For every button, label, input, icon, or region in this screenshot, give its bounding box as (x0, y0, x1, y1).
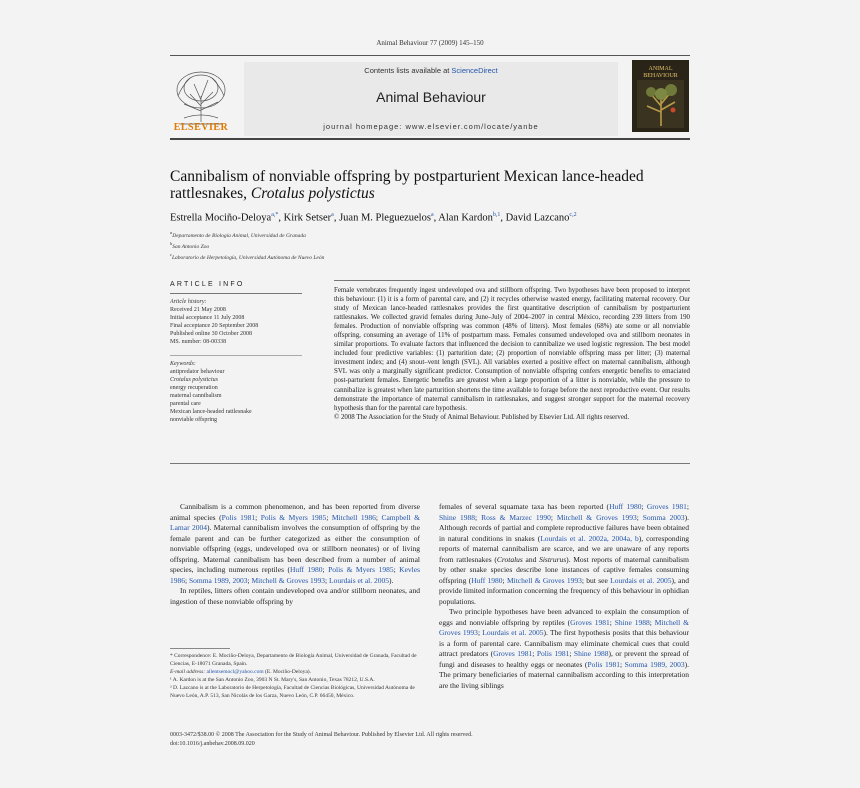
citation-link[interactable]: Groves 1981 (646, 502, 687, 511)
keyword: antipredator behaviour (170, 369, 225, 375)
title-main: Cannibalism of nonviable offspring by postparturient Mexican lance-headed rattlesnakes, (170, 168, 644, 202)
contents-prefix: Contents lists available at (364, 66, 450, 75)
abstract-top-rule (334, 280, 690, 281)
body-text: ), corresponding reports of maternal cannibalism are scarce, and we are unaware of any reports from rattlesnakes ( (439, 533, 689, 564)
body-text: ; (620, 659, 625, 669)
article-info-heading: ARTICLE INFO (170, 281, 245, 288)
footnote-rule (170, 648, 230, 649)
citation-link[interactable]: Mitchell & Groves 1993 (251, 575, 326, 585)
body-paragraph (170, 502, 420, 586)
footnotes (170, 652, 420, 700)
italic-term: Crotalus (496, 554, 523, 564)
citation-link[interactable]: Lourdais et al. 2002a, 2004a, b (540, 533, 639, 543)
body-text: ). The first hypothesis posits that this behaviour is a form of parental care. Cannibalism may eliminate chemical cues that could attract predators ( (439, 628, 689, 658)
issn-line: 0003-3472/$38.00 © 2008 The Association for the Study of Animal Behaviour. Published by Elsevier Ltd. All rights reserved. (170, 732, 473, 738)
citation-link[interactable]: Mitchell & Groves 1993 (556, 512, 637, 522)
body-text: ; but see (581, 575, 611, 585)
body-text: ). Although records of partial and complete reproductive failures have been obtained in natural conditions in snakes ( (439, 512, 689, 543)
elsevier-wordmark: ELSEVIER (173, 122, 229, 133)
citation-link[interactable]: Shine 1988 (573, 649, 609, 658)
email-label: E-mail address: (170, 669, 206, 675)
body-text: ; (532, 649, 537, 658)
citation-link[interactable]: Lourdais et al. 2005 (329, 575, 389, 585)
citation-link[interactable]: Mitchell & Groves 1993 (506, 575, 582, 585)
body-text: Two principle hypotheses have been advanced to explain the consumption of eggs and nonviable offspring by reptiles ( (439, 607, 689, 627)
body-text: ; (609, 617, 615, 627)
journal-cover-image (632, 60, 689, 132)
citation-link[interactable]: Mitchell & Groves 1993 (439, 617, 689, 637)
citation-link[interactable]: Somma 1989, 2003 (188, 575, 248, 585)
history-item: Published online 30 October 2008 (170, 331, 252, 337)
abstract-text: Female vertebrates frequently ingest undeveloped ova and stillborn offspring. Two hypotheses have been proposed to interpret this behaviour: (1) it is a form of parental care, and (2) it recycles otherwise wasted energy, facilitating maternal recovery. Our study of Mexican lance-headed rattlesnakes provides the first quantitative description of cannibalism by postparturient rattlesnakes. We collected gravid females during June–July of 2004–2007 in central México, recording 239 litters from 190 females. Production of nonviable offspring was common (48% of litters). Most females (68%) ate some or all nonviable offspring, consuming an average of 11% of postpartum mass. Females consumed undeveloped ova and stillborn neonates in similar proportions. To evaluate factors that influenced the decision to cannibalize we used logistic regression. The best model included four predictive variables: (1) parturition date; (2) proportion of nonviable offspring mass per litter; (3) maternal investment index; and (4) snout–vent length (SVL). All variables exerted a positive effect on maternal cannibalism, although SVL was only a marginally significant predictor. Consumption of nonviable offspring confers energetic benefits to emaciated post-parturient females. Energetic benefits are greatest when a large proportion of a litter is nonviable, while the pressure to cannibalize is greatest when late parturition shortens the time available to forage before the next reproductive event. Our results demonstrate the importance of maternal cannibalism in rattlesnakes, and suggest stronger support for the maternal recovery hypothesis than for the parental care hypothesis. (334, 287, 690, 412)
citation-link[interactable]: Polis 1981 (587, 659, 621, 669)
keywords (170, 360, 310, 424)
info-rule (170, 355, 302, 356)
body-text: ; (247, 575, 252, 585)
citation-link[interactable]: Shine 1988 (439, 512, 476, 522)
keyword: Mexican lance-headed rattlesnake (170, 409, 252, 415)
citation-link[interactable]: Lourdais et al. 2005 (482, 628, 544, 637)
body-text: ; (686, 502, 689, 511)
citation-link[interactable]: Mitchell 1986 (331, 512, 376, 522)
body-text: ; (325, 575, 329, 585)
cover-artwork (637, 80, 684, 128)
journal-citation: Animal Behaviour 77 (2009) 145–150 (376, 39, 484, 47)
body-text: ; (649, 617, 655, 627)
body-text: ). Most reports of maternal cannibalism by other snake species describe lone instances of captive females consuming offspring ( (439, 554, 689, 585)
affiliations (170, 229, 470, 261)
correspondence-footnote: * Correspondence: E. Mociño-Deloya, Departamento de Biología Animal, Universidad de Granada, Facultad de Ciencias, E-18071 Granada, Spain. (170, 653, 417, 667)
author-affil-marker[interactable]: a (331, 212, 334, 218)
body-text: ; (393, 565, 400, 574)
citation-link[interactable]: Somma 2003 (642, 512, 685, 522)
citation-link[interactable]: Huff 1980 (609, 502, 642, 511)
body-text: ; (636, 512, 643, 522)
body-text: and (522, 554, 540, 564)
history-item: Received 21 May 2008 (170, 307, 226, 313)
header-bottom-rule (170, 138, 690, 140)
homepage-url[interactable]: www.elsevier.com/locate/yanbe (405, 122, 539, 131)
author-affil-marker[interactable]: b,1 (492, 212, 501, 218)
cover-title: ANIMAL BEHAVIOUR (643, 66, 678, 79)
author-affil-marker[interactable]: c,2 (569, 212, 577, 218)
citation-link[interactable]: Polis & Myers 1985 (328, 565, 394, 574)
body-text: ; (255, 512, 261, 522)
author-list: Estrella Mociño-Deloya$^{a,*}$, Kirk Setser$^a$, Juan M. Pleguezuelos$^a$, Alan Kardon$^{b,1}$, David Lazcano$^{c,2}$ (170, 212, 577, 224)
contents-line (244, 66, 618, 75)
keyword: parental care (170, 401, 201, 407)
citation-link[interactable]: Kevles 1986 (170, 565, 420, 585)
keyword: nonviable offspring (170, 417, 218, 423)
body-text: females of several squamate taxa has been reported ( (439, 502, 610, 511)
article-history (170, 298, 310, 346)
citation-link[interactable]: Shine 1988 (614, 617, 650, 627)
doi-line[interactable]: doi:10.1016/j.anbehav.2008.09.020 (170, 740, 255, 747)
abstract (334, 286, 690, 422)
title-species: Crotalus polystictus (250, 185, 375, 202)
article-title (170, 168, 690, 202)
body-text: Cannibalism is a common phenomenon, and has been reported from diverse animal species ( (170, 502, 420, 522)
citation-link[interactable]: Polis 1981 (536, 649, 570, 658)
body-left-column (170, 502, 420, 607)
body-paragraph: In reptiles, litters often contain undeveloped ova and/or stillborn neonates, and ingestion of these nonviable offspring by (170, 586, 420, 606)
author: Alan Kardon (438, 212, 493, 224)
journal-title: Animal Behaviour (376, 89, 486, 105)
body-text: ; (502, 575, 507, 585)
keyword: maternal cannibalism (170, 393, 222, 399)
abstract-bottom-rule (170, 463, 690, 464)
italic-term: Sistrurus (539, 554, 567, 564)
footnote-2: ² D. Lazcano is at the Laboratorio de Herpetología, Facultad de Ciencias Biológicas, Universidad Autónoma de Nuevo León, A.P. 513, San Nicolás de los Garza, Nuevo León, C.P. 66450, México. (170, 685, 415, 699)
body-text: ). (389, 575, 394, 585)
author-affil-marker[interactable]: a,* (271, 212, 279, 218)
body-text: ; (569, 649, 574, 658)
citation-link[interactable]: Polis 1981 (221, 512, 256, 522)
keyword: energy recuperation (170, 385, 218, 391)
body-paragraph (439, 502, 689, 607)
body-text: ; (375, 512, 382, 522)
affiliation: $^c$Laboratorio de Herpetología, Universidad Autónoma de Nuevo León (170, 251, 325, 261)
body-text: ; (326, 512, 332, 522)
body-text: ; (322, 565, 329, 574)
header-top-rule (170, 55, 690, 56)
affiliation: $^a$Departamento de Biología Animal, Universidad de Granada (170, 230, 306, 239)
citation-link[interactable]: Huff 1980 (471, 575, 503, 585)
citation-link[interactable]: Groves 1981 (493, 649, 533, 658)
info-rule (170, 293, 302, 294)
sciencedirect-link[interactable]: ScienceDirect (451, 66, 498, 75)
citation-link[interactable]: Huff 1980 (289, 565, 323, 574)
author: David Lazcano (505, 212, 570, 224)
email-suffix: (E. Mociño-Deloya). (263, 669, 311, 675)
body-text: ), and provide limited information concerning the frequency of this behaviour in ophidian populations. (439, 575, 689, 606)
author: Estrella Mociño-Deloya (170, 212, 272, 224)
body-text: ; (550, 512, 557, 522)
body-text: ; (185, 575, 189, 585)
body-paragraph (439, 607, 689, 691)
history-label: Article history: (170, 299, 207, 305)
footnote-1: ¹ A. Kardon is at the San Antonio Zoo, 3903 N St. Mary's, San Antonio, Texas 78212, U.S.A. (170, 677, 375, 683)
history-item: Final acceptance 20 September 2008 (170, 323, 259, 329)
body-text: ; (477, 628, 483, 637)
author: Kirk Setser (283, 212, 332, 224)
abstract-copyright: © 2008 The Association for the Study of Animal Behaviour. Published by Elsevier Ltd. All rights reserved. (334, 413, 630, 421)
email-footnote (170, 668, 420, 676)
body-text: ; (475, 512, 482, 522)
homepage-prefix: journal homepage: (323, 122, 403, 131)
history-item: MS. number: 08-00338 (170, 339, 227, 345)
body-text: ; (641, 502, 647, 511)
body-text: ), or prevent the spread of fungi and diseases to healthy eggs or neonates ( (439, 649, 690, 669)
citation-link[interactable]: Lourdais et al. 2005 (610, 575, 672, 585)
history-item: Initial acceptance 11 July 2008 (170, 315, 245, 321)
email-link[interactable]: allentsemocl@yahoo.com (206, 669, 264, 675)
keywords-label: Keywords: (170, 361, 196, 367)
citation-link[interactable]: Polis & Myers 1985 (260, 512, 327, 522)
citation-link[interactable]: Campbell & Lamar 2004 (170, 512, 420, 532)
citation-link[interactable]: Groves 1981 (570, 617, 610, 627)
body-text: ). Maternal cannibalism involves the consumption of offspring by the female parent and can be further categorized as either the consumption of nonviable offspring (eggs, undeveloped ova or stillborn neonates) or of living offspring. Maternal cannibalism has been described from a number of animal species, including numerous reptiles ( (170, 523, 420, 574)
author-affil-marker[interactable]: a (430, 212, 434, 218)
affiliation: $^b$San Antonio Zoo (170, 240, 210, 250)
author: Juan M. Pleguezuelos (339, 212, 431, 224)
body-text: ). The primary beneficiaries of maternal cannibalism according to this interpretation are the living siblings (439, 659, 689, 690)
page-footer (170, 731, 473, 748)
body-right-column (439, 502, 689, 691)
journal-homepage (244, 122, 618, 131)
keyword: Crotalus polystictus (170, 377, 218, 383)
citation-link[interactable]: Ross & Marzec 1990 (481, 512, 551, 522)
citation-link[interactable]: Somma 1989, 2003 (624, 659, 685, 669)
